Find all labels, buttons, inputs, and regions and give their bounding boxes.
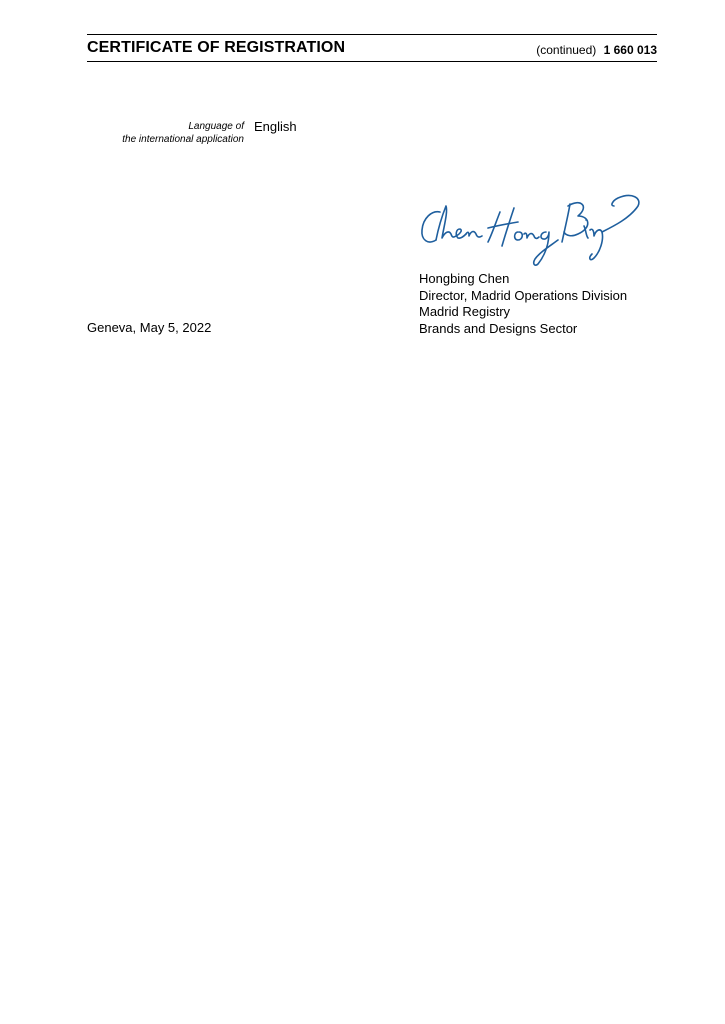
registration-number-block <box>536 43 657 57</box>
language-value: English <box>254 119 297 134</box>
continued-label: (continued) <box>536 43 597 57</box>
page-header <box>87 34 657 62</box>
place-and-date: Geneva, May 5, 2022 <box>87 320 212 335</box>
signer-registry: Madrid Registry <box>419 304 511 319</box>
language-label <box>87 120 244 146</box>
handwritten-signature <box>418 182 648 270</box>
signer-name: Hongbing Chen <box>419 271 510 286</box>
document-title: CERTIFICATE OF REGISTRATION <box>87 39 346 56</box>
signer-title: Director, Madrid Operations Division <box>419 287 628 303</box>
signer-sector: Brands and Designs Sector <box>419 320 578 336</box>
signer-block <box>419 271 627 337</box>
language-label-line1: Language of <box>188 121 244 132</box>
language-label-line2: the international application <box>122 134 244 145</box>
registration-number: 1 660 013 <box>603 43 657 57</box>
